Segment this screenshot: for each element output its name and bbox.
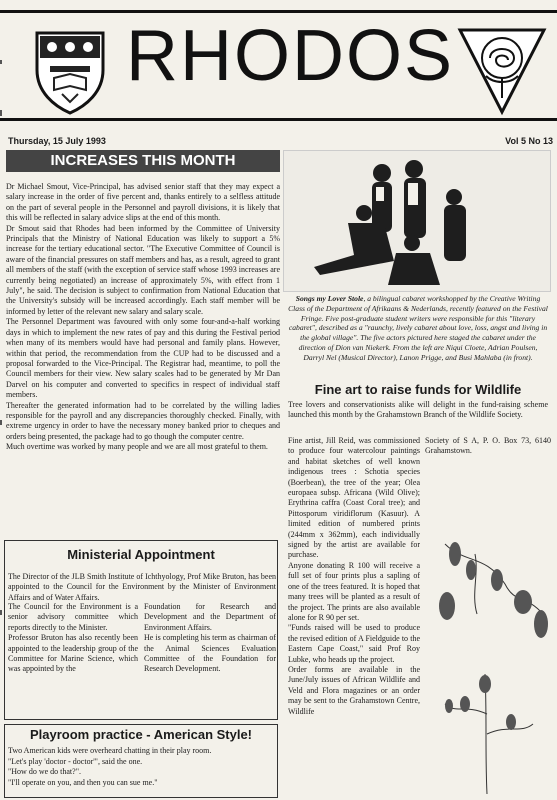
cabaret-photo — [283, 150, 551, 292]
lead-story-headline: INCREASES THIS MONTH — [6, 150, 280, 172]
ministerial-paragraph: Foundation for Research and Development and the Department of Environment Affairs. — [144, 602, 276, 632]
fine-art-paragraph: Anyone donating R 100 will receive a full set of four prints plus a sapling of one of the trees featured. It is hoped that many trees will be planted as a result of the project. The prints are also available alone for R 90 per set. — [288, 560, 420, 622]
lead-paragraph: Much overtime was worked by many people and we are all most grateful to them. — [6, 442, 268, 452]
caption-text: , a bilingual cabaret workshopped by the Creative Writing Class of the Department of Afrikaans & Nederlands, recently featured on the Festival Fringe. Five post-graduate student writers were responsible for this "literary cabaret", described as a "raunchy, lively cabaret about love, loss, angst and living in the global village". The five actors pictured here staged the cabaret under the direction of Dion van Niekerk. From the left are Niqui Cloete, Adrian Poulsen, Darryl Nel (Musical Director), Lanon Prigge, and Busi Mahlaba (in front). — [288, 294, 548, 362]
playroom-line: "How do we do that?". — [8, 767, 81, 776]
playroom-line: "Let's play 'doctor - doctor'", said the one. — [8, 756, 143, 766]
fine-art-headline: Fine art to raise funds for Wildlife — [314, 382, 522, 397]
playroom-body — [8, 746, 276, 798]
ministerial-headline: Ministerial Appointment — [67, 547, 215, 562]
masthead-top-rule — [0, 10, 557, 13]
lead-paragraph: The Personnel Department was favoured with only some four-and-a-half working days in which to implement the new rates of pay and this during the Festival period when many of its members would have had personal and family plans. However, within that period, the recommendation from the CUP had to be discussed and a proposal forwarded to the Vice-Principal. The Registrar had, meantime, to poll the Council members for their view. New salary scales had to be generated by Mr Dan Darvel on his computer and converted to specifics in respect of individual staff members. — [6, 317, 280, 400]
lead-paragraph: Thereafter the generated information had to be correlated by the willing ladies responsible for the payroll and any discrepancies thoroughly checked. Finally, with extreme urgency in order to have the necessary money banked prior to cheques and orders being presented, the package had to go though the computer centre. — [6, 400, 280, 441]
masthead — [0, 0, 557, 132]
fine-art-paragraph: Order forms are available in the June/July issues of African Wildlife and Veld and Flora magazines or an order may be sent to the Grahamstown Centre, Wildlife — [288, 664, 420, 716]
fine-art-intro: Tree lovers and conservationists alike will delight in the fund-raising scheme launched this month by the Grahamstown Branch of the Wildlife Society. — [288, 400, 548, 420]
ministerial-paragraph: He is completing his term as chairman of the Animal Sciences Evaluation Committee of the Foundation for Research Development. — [144, 633, 276, 674]
caption-title: Songs my Lover Stole — [295, 294, 364, 303]
ministerial-paragraph: Professor Bruton has also recently been appointed to the leadership group of the Committee for Marine Science, which was appointed by the — [8, 633, 138, 674]
rose-emblem-icon — [456, 26, 548, 116]
playroom-line: "I'll operate on you, and then you can sue me." — [8, 777, 158, 787]
lead-paragraph: Dr Michael Smout, Vice-Principal, has advised senior staff that they may expect a salary increase in the order of five percent and, thanks entirely to a selfless attitude on the part of several people in the Personnel and payroll divisions, it is likely that this will be reflected in salary advice slips at the end of this month. — [6, 182, 280, 223]
photo-caption — [288, 294, 548, 384]
issue-volume: Vol 5 No 13 — [505, 136, 553, 146]
ministerial-column-2 — [144, 602, 276, 714]
cabaret-actors-illustration — [284, 151, 550, 291]
issue-date: Thursday, 15 July 1993 — [8, 136, 106, 146]
dateline — [8, 136, 553, 150]
ministerial-paragraph: The Council for the Environment is a senior advisory committee which reports directly to the Minister. — [8, 602, 138, 632]
ministerial-column-1 — [8, 602, 138, 714]
university-crest-icon — [34, 30, 106, 116]
fine-art-column-2: Society of S A, P. O. Box 73, 6140 Grahamstown. — [425, 436, 551, 456]
lead-story-body — [6, 182, 280, 532]
playroom-line: Two American kids were overheard chatting in their play room. — [8, 746, 212, 755]
playroom-headline: Playroom practice - American Style! — [29, 727, 253, 742]
lead-paragraph: Dr Smout said that Rhodes had been informed by the Committee of University Principals that the Ministry of National Education was likely to support a 5% increase for the tertiary educational sector. "The Executive Committee of Council is aware of the financial pressures on staff members and has, as a result, agreed to grant all members of the staff (with the exception of service staff whose 1993 increases are currently being negotiated) an increase of approximately 5%, with effect from 1 July", he said. The decision is subject to confirmation from National Education that the University's subsidy will be increased accordingly. Each staff member will be informed by letter of the relevant new salary and salary scale. — [6, 223, 280, 316]
fine-art-paragraph: "Funds raised will be used to produce the revised edition of A Fieldguide to the Eastern Cape Coast," said Prof Roy Lubke, who heads up the project. — [288, 623, 420, 664]
fine-art-column-1 — [288, 436, 420, 798]
masthead-title: RHODOS — [126, 16, 455, 96]
fine-art-paragraph: Fine artist, Jill Reid, was commissioned to produce four watercolour paintings and habitat sketches of well known indigenous trees : Schotia species (Boerbean), the tree of the year; Olea europaea subsp. Africana (Wild Olive); Erythrina caffra (Coast Coral tree); and Pittosporum viridiflorum (Kasuur). A limited edition of numbered prints (244mm x 362mm), each individually signed by the artist are available for purchase. — [288, 436, 420, 560]
ministerial-lead: The Director of the JLB Smith Institute of Ichthyology, Prof Mike Bruton, has been appointed to the Council for the Environment by the Minister of Environment Affairs and of Water Affairs. — [8, 572, 276, 602]
botanical-sketch-illustration — [425, 514, 551, 798]
masthead-bottom-rule — [0, 118, 557, 121]
